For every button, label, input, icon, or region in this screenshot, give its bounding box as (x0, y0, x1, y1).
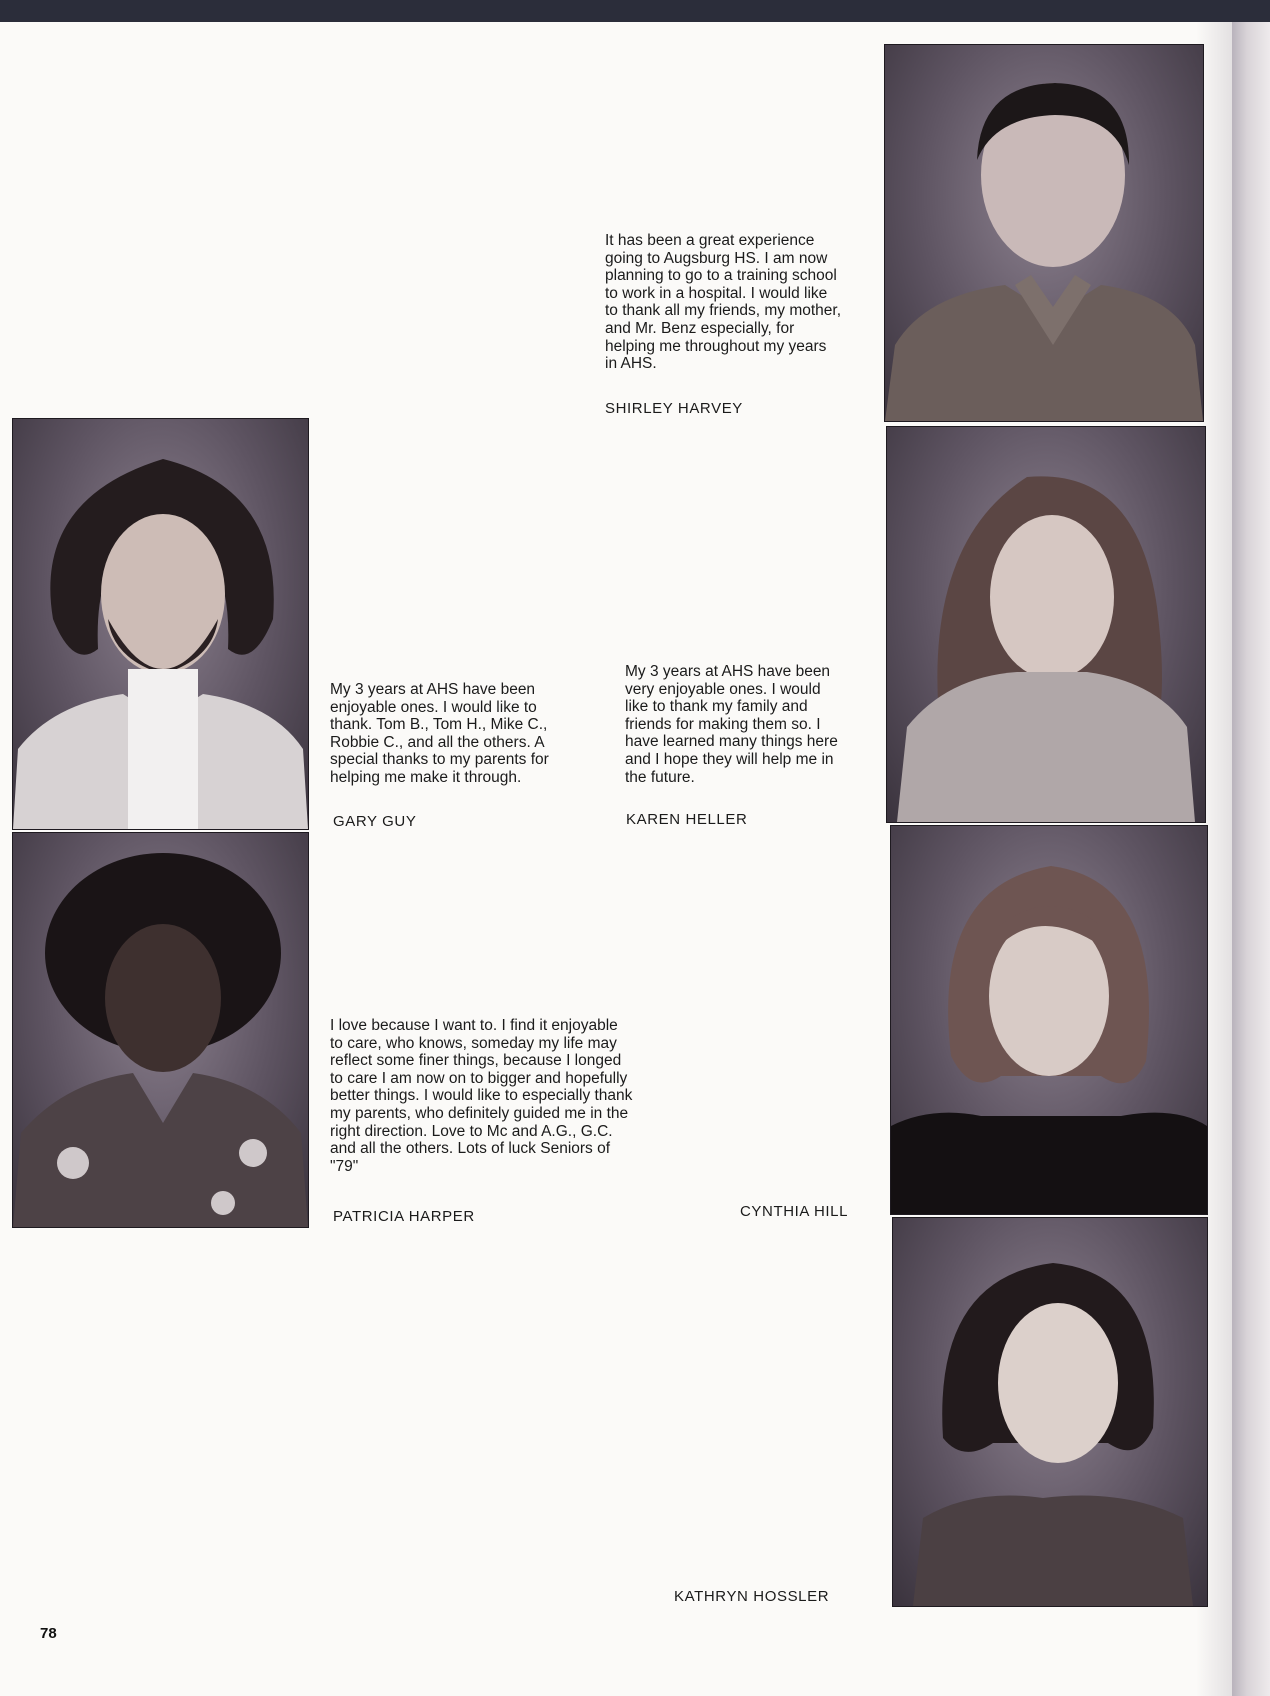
portrait-silhouette (893, 1218, 1207, 1606)
name-cynthia-hill: CYNTHIA HILL (740, 1203, 849, 1220)
quote-line: have learned many things here (625, 733, 838, 751)
portrait-silhouette (891, 826, 1207, 1214)
name-kathryn-hossler: KATHRYN HOSSLER (674, 1588, 830, 1605)
portrait-cynthia-hill (890, 825, 1208, 1215)
quote-line: my parents, who definitely guided me in the (330, 1104, 629, 1122)
quote-line: very enjoyable ones. I would (625, 680, 821, 698)
quote-line: to care, who knows, someday my life may (330, 1034, 617, 1052)
quote-line: like to thank my family and (625, 698, 808, 716)
quote-line: thank. Tom B., Tom H., Mike C., (330, 716, 548, 734)
quote-line: "79" (330, 1157, 359, 1175)
portrait-patricia-harper (12, 832, 309, 1228)
portrait-kathryn-hossler (892, 1217, 1208, 1607)
quote-line: right direction. Love to Mc and A.G., G.C. (330, 1122, 613, 1140)
quote-line: helping me make it through. (330, 768, 522, 786)
quote-patricia-harper (330, 1017, 668, 1175)
quote-line: Robbie C., and all the others. A (330, 733, 545, 751)
quote-line: in AHS. (605, 355, 657, 373)
portrait-shirley-harvey (884, 44, 1204, 422)
quote-line: I love because I want to. I find it enjoyable (330, 1017, 618, 1034)
book-spine (1232, 22, 1270, 1696)
name-gary-guy: GARY GUY (333, 813, 417, 830)
quote-karen-heller (625, 663, 868, 786)
quote-gary-guy (330, 681, 576, 787)
portrait-gary-guy (12, 418, 309, 830)
quote-line: helping me throughout my years (605, 337, 827, 355)
portrait-silhouette (885, 45, 1203, 421)
quote-line: My 3 years at AHS have been (625, 663, 831, 680)
name-patricia-harper: PATRICIA HARPER (333, 1208, 475, 1225)
portrait-silhouette (13, 833, 308, 1227)
quote-line: the future. (625, 768, 695, 786)
name-karen-heller: KAREN HELLER (626, 811, 748, 828)
portrait-silhouette (13, 419, 308, 829)
quote-line: going to Augsburg HS. I am now (605, 249, 828, 267)
quote-line: special thanks to my parents for (330, 751, 549, 769)
quote-line: to work in a hospital. I would like (605, 284, 828, 302)
quote-line: to thank all my friends, my mother, (605, 302, 842, 320)
portrait-silhouette (887, 427, 1205, 822)
quote-shirley-harvey (605, 232, 867, 373)
portrait-karen-heller (886, 426, 1206, 823)
quote-line: better things. I would like to especially thank (330, 1087, 633, 1105)
quote-line: and I hope they will help me in (625, 750, 834, 768)
quote-line: My 3 years at AHS have been (330, 681, 536, 698)
quote-line: and all the others. Lots of luck Seniors of (330, 1140, 611, 1158)
page-number: 78 (40, 1625, 57, 1642)
quote-line: It has been a great experience (605, 232, 815, 249)
quote-line: planning to go to a training school (605, 267, 837, 285)
quote-line: to care I am now on to bigger and hopefully (330, 1069, 628, 1087)
quote-line: friends for making them so. I (625, 715, 821, 733)
quote-line: and Mr. Benz especially, for (605, 319, 795, 337)
quote-line: reflect some finer things, because I longed (330, 1052, 622, 1070)
name-shirley-harvey: SHIRLEY HARVEY (605, 400, 743, 417)
quote-line: enjoyable ones. I would like to (330, 698, 537, 716)
